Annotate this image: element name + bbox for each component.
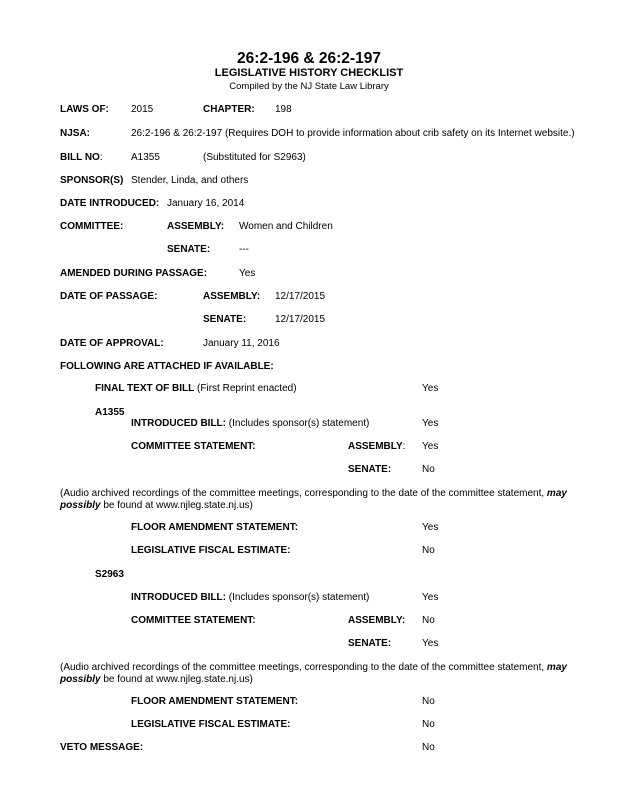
s2963-floor-value: No	[422, 696, 435, 707]
a1355-fiscal-label: LEGISLATIVE FISCAL ESTIMATE:	[131, 545, 291, 556]
committee-assembly-label: ASSEMBLY:	[167, 221, 225, 232]
s2963-introduced-label: INTRODUCED BILL: (Includes sponsor(s) statement)	[131, 592, 370, 603]
date-of-approval-label: DATE OF APPROVAL:	[60, 338, 164, 349]
document-subtitle: LEGISLATIVE HISTORY CHECKLIST	[214, 67, 404, 79]
s2963-fiscal-label: LEGISLATIVE FISCAL ESTIMATE:	[131, 719, 291, 730]
laws-of-label: LAWS OF:	[60, 104, 109, 115]
chapter-value: 198	[275, 104, 292, 115]
veto-value: No	[422, 742, 435, 753]
s2963-committee-label: COMMITTEE STATEMENT:	[131, 615, 256, 626]
s2963-senate-value: Yes	[422, 638, 439, 649]
amended-label: AMENDED DURING PASSAGE:	[60, 268, 208, 279]
njsa-label: NJSA:	[60, 128, 91, 139]
compiled-by: Compiled by the NJ State Law Library	[229, 81, 389, 92]
committee-assembly-value: Women and Children	[239, 221, 333, 232]
committee-senate-value: ---	[239, 244, 249, 255]
attached-heading: FOLLOWING ARE ATTACHED IF AVAILABLE:	[60, 361, 274, 372]
s2963-audio-note: (Audio archived recordings of the committee meetings, corresponding to the date of the committee statement, may possibly be found at www.njleg.state.nj.us)	[60, 662, 567, 685]
s2963-floor-label: FLOOR AMENDMENT STATEMENT:	[131, 696, 299, 707]
laws-of-value: 2015	[131, 104, 154, 115]
bill-no-value: A1355	[131, 152, 160, 163]
sponsors-value: Stender, Linda, and others	[131, 175, 249, 186]
amended-value: Yes	[239, 268, 256, 279]
s2963-senate-label: SENATE:	[348, 638, 392, 649]
passage-senate-label: SENATE:	[203, 314, 247, 325]
a1355-assembly-label: ASSEMBLY:	[348, 441, 406, 452]
s2963-heading: S2963	[95, 569, 124, 580]
njsa-value: 26:2-196 & 26:2-197 (Requires DOH to provide information about crib safety on its Internet website.)	[131, 128, 575, 139]
a1355-floor-label: FLOOR AMENDMENT STATEMENT:	[131, 522, 299, 533]
a1355-heading: A1355	[95, 407, 125, 418]
a1355-floor-value: Yes	[422, 522, 439, 533]
passage-assembly-value: 12/17/2015	[275, 291, 326, 302]
a1355-senate-value: No	[422, 464, 435, 475]
passage-assembly-label: ASSEMBLY:	[203, 291, 261, 302]
bill-no-note: (Substituted for S2963)	[203, 152, 306, 163]
date-introduced-value: January 16, 2014	[167, 198, 245, 209]
veto-label: VETO MESSAGE:	[60, 742, 144, 753]
final-text-label: FINAL TEXT OF BILL (First Reprint enacted)	[95, 383, 297, 394]
a1355-audio-note: (Audio archived recordings of the committee meetings, corresponding to the date of the committee statement, may possibly be found at www.njleg.state.nj.us)	[60, 488, 567, 511]
sponsors-label: SPONSOR(S)	[60, 175, 124, 186]
s2963-fiscal-value: No	[422, 719, 435, 730]
a1355-senate-label: SENATE:	[348, 464, 392, 475]
a1355-introduced-label: INTRODUCED BILL: (Includes sponsor(s) statement)	[131, 418, 370, 429]
a1355-fiscal-value: No	[422, 545, 435, 556]
s2963-introduced-value: Yes	[422, 592, 439, 603]
committee-senate-label: SENATE:	[167, 244, 211, 255]
committee-label: COMMITTEE:	[60, 221, 124, 232]
date-of-passage-label: DATE OF PASSAGE:	[60, 291, 158, 302]
final-text-value: Yes	[422, 383, 439, 394]
a1355-introduced-value: Yes	[422, 418, 439, 429]
bill-no-label: BILL NO:	[60, 152, 103, 163]
document-title: 26:2-196 & 26:2-197	[237, 50, 381, 67]
date-introduced-label: DATE INTRODUCED:	[60, 198, 160, 209]
s2963-assembly-value: No	[422, 615, 435, 626]
chapter-label: CHAPTER:	[203, 104, 255, 115]
a1355-committee-label: COMMITTEE STATEMENT:	[131, 441, 256, 452]
passage-senate-value: 12/17/2015	[275, 314, 326, 325]
a1355-assembly-value: Yes	[422, 441, 439, 452]
date-of-approval-value: January 11, 2016	[203, 338, 280, 349]
s2963-assembly-label: ASSEMBLY:	[348, 615, 406, 626]
